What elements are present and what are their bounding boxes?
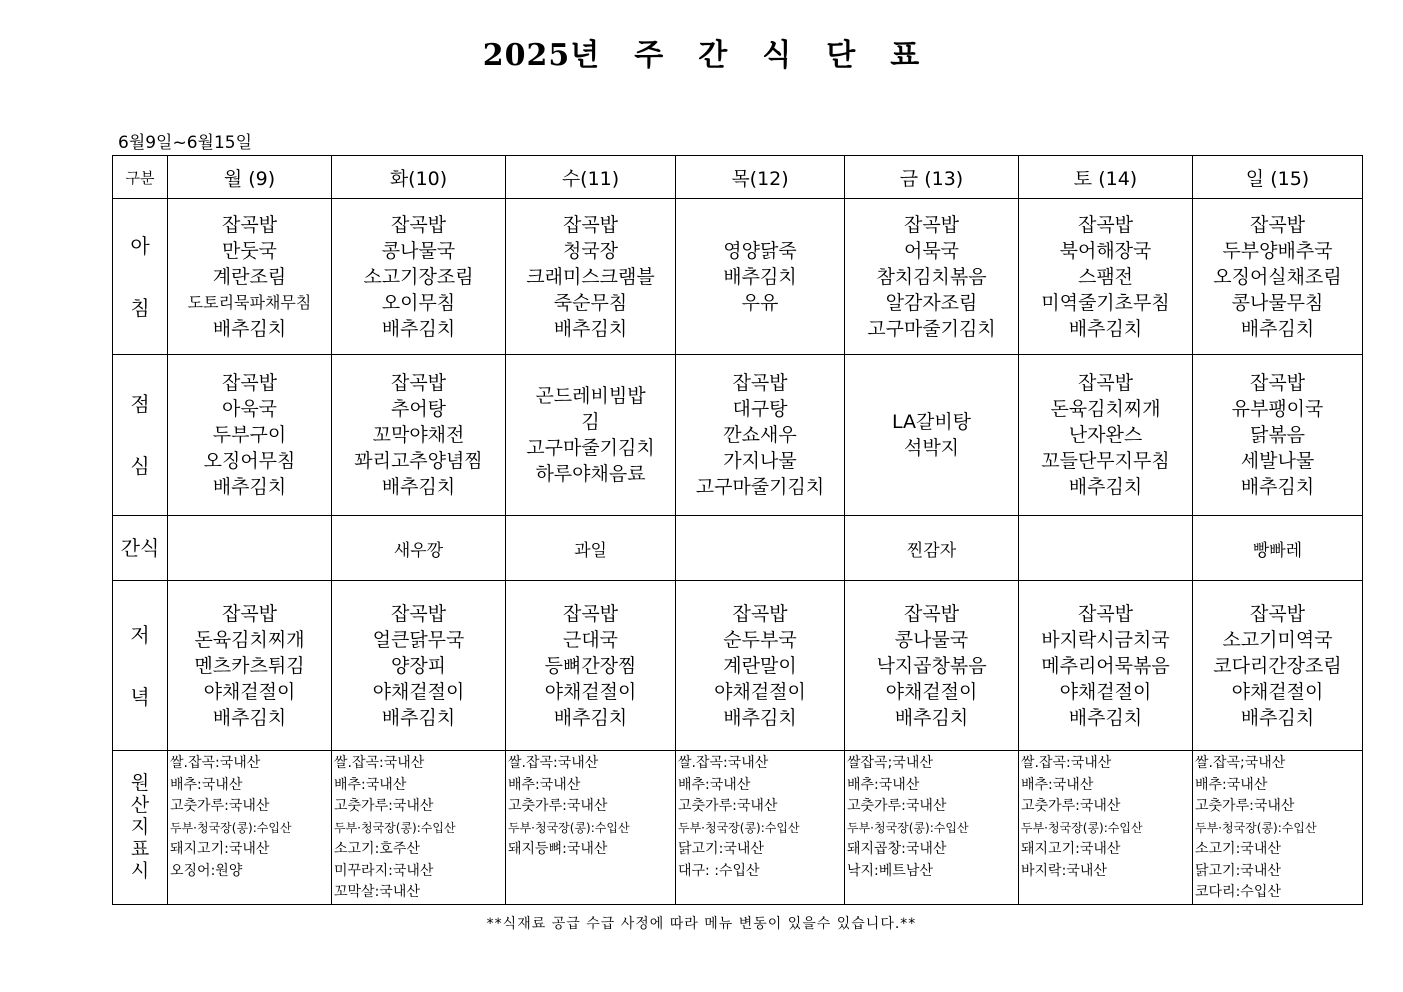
menu-cell: [332, 199, 506, 355]
day-header: 토 (14): [1019, 156, 1193, 199]
origin-item: 두부·청국장(콩):수입산: [508, 820, 630, 835]
menu-cell: [1019, 199, 1193, 355]
menu-item: 순두부국: [723, 628, 797, 651]
origin-item: 고춧가루:국내산: [678, 798, 778, 814]
origin-item: 오징어:원양: [170, 862, 243, 879]
menu-cell: [676, 581, 845, 751]
origin-item: 고춧가루:국내산: [1195, 798, 1295, 814]
weekly-menu-table: [112, 155, 1363, 905]
menu-item: 미역줄기초무침: [1041, 291, 1170, 314]
menu-item: 얼큰닭무국: [372, 628, 465, 651]
row-label-char: 녁: [130, 684, 150, 709]
origin-cell: [845, 751, 1019, 905]
snack-cell: 찐감자: [845, 516, 1019, 581]
menu-item: 배추김치: [1068, 706, 1143, 729]
origin-cell: [676, 751, 845, 905]
snack-cell: [676, 516, 845, 581]
menu-item: 하루야채음료: [535, 463, 646, 485]
title-char: 주: [634, 38, 665, 73]
menu-item: 석박지: [903, 437, 960, 459]
menu-item: 배추김치: [381, 706, 456, 729]
menu-item: 참치김치볶음: [876, 265, 987, 288]
row-label-char: 지: [130, 816, 150, 839]
origin-item: 배추:국내산: [334, 776, 407, 793]
title-char: 표: [890, 38, 921, 73]
title-char: 단: [826, 38, 857, 73]
origin-item: 대구: :수입산: [678, 862, 760, 879]
menu-item: 가지나물: [723, 450, 797, 472]
menu-item: 배추김치: [212, 706, 287, 729]
breakfast-row: [113, 199, 1363, 355]
menu-cell: [332, 355, 506, 516]
origin-item: 배추:국내산: [678, 776, 751, 793]
origin-item: 쌀.잡곡:국내산: [170, 755, 261, 771]
origin-item: 배추:국내산: [1021, 776, 1094, 793]
menu-cell: [1193, 199, 1363, 355]
menu-cell: [845, 199, 1019, 355]
origin-item: 고춧가루:국내산: [508, 798, 608, 814]
menu-item: 두부양배추국: [1222, 239, 1333, 262]
origin-cell: [168, 751, 332, 905]
origin-item: 닭고기:국내산: [678, 841, 764, 857]
menu-item: 배추김치: [723, 265, 797, 288]
menu-item: 잡곡밥: [221, 372, 278, 394]
menu-item: 잡곡밥: [1077, 602, 1134, 625]
menu-item: 난자완스: [1068, 424, 1143, 446]
menu-item: 꽈리고추양념찜: [354, 450, 483, 472]
menu-item: 청국장: [562, 239, 619, 262]
menu-item: 잡곡밥: [1249, 602, 1306, 625]
origin-cell: [1193, 751, 1363, 905]
menu-item: 배추김치: [1240, 476, 1315, 498]
menu-item: 아욱국: [221, 398, 278, 420]
menu-item: 배추김치: [1068, 476, 1143, 498]
menu-item: 만둣국: [221, 239, 278, 262]
menu-item: 배추김치: [1068, 317, 1143, 340]
day-header: 일 (15): [1193, 156, 1363, 199]
origin-item: 고춧가루:국내산: [170, 798, 270, 814]
menu-item: 잡곡밥: [732, 602, 788, 625]
origin-item: 코다리:수입산: [1195, 884, 1281, 900]
menu-item: 우유: [741, 291, 779, 314]
menu-item: 어묵국: [903, 239, 960, 262]
dinner-label: [113, 581, 168, 751]
menu-item: 대구탕: [732, 398, 788, 420]
menu-item: 야채겉절이: [203, 680, 296, 703]
origin-item: 쌀잡곡;국내산: [847, 755, 933, 771]
row-label-char: 침: [130, 295, 150, 320]
menu-cell: [168, 581, 332, 751]
menu-item: 잡곡밥: [221, 602, 278, 625]
day-header: 월 (9): [168, 156, 332, 199]
snack-row: [113, 516, 1363, 581]
origin-item: 돼지등뼈:국내산: [508, 841, 608, 857]
snack-cell: [1019, 516, 1193, 581]
row-label-char: 시: [130, 860, 150, 883]
menu-item: 코다리간장조림: [1213, 654, 1342, 677]
menu-cell: [168, 199, 332, 355]
menu-item: 잡곡밥: [1077, 372, 1134, 394]
origin-item: 고춧가루:국내산: [334, 798, 434, 814]
menu-item: 배추김치: [381, 476, 456, 498]
title-char: 식: [762, 38, 793, 73]
row-label-char: 심: [130, 454, 150, 478]
menu-cell: [1019, 355, 1193, 516]
menu-item: 추어탕: [390, 398, 447, 420]
origin-item: 돼지고기:국내산: [170, 841, 270, 857]
menu-item: 꼬들단무지무침: [1041, 450, 1170, 472]
origin-item: 낙지:베트남산: [847, 862, 933, 879]
menu-cell: [845, 581, 1019, 751]
menu-item: 고구마줄기김치: [526, 437, 655, 459]
menu-item: 잡곡밥: [903, 213, 960, 236]
lunch-row: [113, 355, 1363, 516]
menu-item: 영양닭죽: [723, 239, 797, 262]
menu-item: 콩나물국: [894, 628, 969, 651]
menu-item: 곤드레비빔밥: [535, 385, 646, 407]
menu-item: 배추김치: [1240, 317, 1315, 340]
menu-cell: [506, 355, 676, 516]
day-header: 수(11): [506, 156, 676, 199]
date-range: 6월9일~6월15일: [118, 133, 253, 153]
menu-item: 알감자조림: [885, 291, 978, 314]
menu-cell: [506, 581, 676, 751]
menu-item: 멘츠카츠튀김: [194, 654, 305, 677]
menu-item: 잡곡밥: [390, 372, 447, 394]
page-title: [0, 30, 1403, 74]
origin-item: 두부·청국장(콩):수입산: [847, 820, 969, 835]
snack-cell: [168, 516, 332, 581]
menu-item: 잡곡밥: [1249, 372, 1306, 394]
menu-item: 김: [581, 411, 600, 433]
menu-item: 세발나물: [1240, 450, 1315, 472]
menu-item: 배추김치: [553, 706, 628, 729]
origin-item: 두부·청국장(콩):수입산: [1195, 820, 1317, 835]
menu-item: 잡곡밥: [562, 602, 619, 625]
title-year: 2025년: [482, 38, 601, 73]
menu-item: 잡곡밥: [1077, 213, 1134, 236]
menu-item: 근대국: [562, 628, 619, 651]
origin-item: 두부·청국장(콩):수입산: [1021, 820, 1143, 835]
menu-item: 야채겉절이: [714, 680, 806, 703]
origin-cell: [332, 751, 506, 905]
menu-item: 야채겉절이: [544, 680, 637, 703]
menu-item: 양장피: [390, 654, 447, 677]
snack-label: 간식: [113, 516, 168, 581]
origin-cell: [506, 751, 676, 905]
menu-cell: [1019, 581, 1193, 751]
header-corner: 구분: [113, 156, 168, 199]
origin-item: 소고기:국내산: [1195, 841, 1281, 857]
menu-item: 잡곡밥: [562, 213, 619, 236]
menu-item: 스팸전: [1077, 265, 1134, 288]
menu-item: 배추김치: [553, 317, 628, 340]
menu-item: 잡곡밥: [221, 213, 278, 236]
title-char: 간: [698, 38, 729, 73]
menu-item: 야채겉절이: [885, 680, 978, 703]
breakfast-label: [113, 199, 168, 355]
day-header: 화(10): [332, 156, 506, 199]
day-header: 목(12): [676, 156, 845, 199]
menu-cell: [676, 199, 845, 355]
row-label-char: 아: [130, 233, 150, 258]
menu-item: 야채겉절이: [372, 680, 465, 703]
origin-item: 배추:국내산: [508, 776, 581, 793]
menu-item: 소고기장조림: [363, 265, 474, 288]
menu-cell: [506, 199, 676, 355]
origin-item: 바지락:국내산: [1021, 862, 1107, 879]
menu-item: 잡곡밥: [903, 602, 960, 625]
menu-item: 돈육김치찌개: [194, 628, 305, 651]
menu-item: 잡곡밥: [1249, 213, 1306, 236]
menu-item: 배추김치: [894, 706, 969, 729]
header-row: [113, 156, 1363, 199]
menu-cell: [845, 355, 1019, 516]
snack-cell: 빵빠레: [1193, 516, 1363, 581]
menu-item: 배추김치: [723, 706, 797, 729]
menu-item: 오이무침: [381, 291, 456, 314]
menu-cell: [332, 581, 506, 751]
origin-item: 꼬막살:국내산: [334, 884, 420, 900]
menu-item: 배추김치: [212, 317, 287, 340]
origin-item: 두부·청국장(콩):수입산: [170, 820, 292, 835]
menu-item: 등뼈간장찜: [544, 654, 637, 677]
menu-item: 잡곡밥: [390, 213, 447, 236]
origin-item: 돼지곱창:국내산: [847, 841, 947, 857]
menu-item: 죽순무침: [553, 291, 628, 314]
menu-item: 두부구이: [212, 424, 287, 446]
menu-item: 콩나물무침: [1231, 291, 1324, 314]
menu-item: 배추김치: [212, 476, 287, 498]
origin-item: 쌀.잡곡;국내산: [1195, 755, 1286, 771]
origin-item: 배추:국내산: [1195, 776, 1268, 793]
day-header: 금 (13): [845, 156, 1019, 199]
origin-item: 쌀.잡곡:국내산: [1021, 755, 1112, 771]
menu-item: 북어해장국: [1059, 239, 1152, 262]
menu-item: 유부팽이국: [1231, 398, 1324, 420]
menu-item: 돈육김치찌개: [1050, 398, 1161, 420]
origin-label: [113, 751, 168, 905]
row-label-char: 원: [130, 772, 150, 795]
menu-cell: [1193, 581, 1363, 751]
menu-item: 야채겉절이: [1059, 680, 1152, 703]
origin-item: 소고기:호주산: [334, 841, 420, 857]
menu-cell: [1193, 355, 1363, 516]
menu-item: 오징어실채조림: [1213, 265, 1342, 288]
menu-item: 배추김치: [1240, 706, 1315, 729]
origin-item: 두부·청국장(콩):수입산: [334, 820, 456, 835]
menu-cell: [676, 355, 845, 516]
origin-item: 쌀.잡곡:국내산: [334, 755, 425, 771]
menu-item: 메추리어묵볶음: [1041, 654, 1170, 677]
origin-row: [113, 751, 1363, 905]
dinner-row: [113, 581, 1363, 751]
menu-item: 소고기미역국: [1222, 628, 1333, 651]
menu-item: 닭볶음: [1249, 424, 1306, 446]
menu-item: 크래미스크램블: [526, 265, 655, 288]
origin-item: 돼지고기:국내산: [1021, 841, 1121, 857]
menu-cell: [168, 355, 332, 516]
row-label-char: 표: [130, 838, 150, 861]
snack-cell: 새우깡: [332, 516, 506, 581]
menu-item: 잡곡밥: [390, 602, 447, 625]
menu-item: 계란조림: [212, 265, 287, 288]
footer-note: **식재료 공급 수급 사정에 따라 메뉴 변동이 있을수 있습니다.**: [486, 916, 917, 932]
menu-item: 깐쇼새우: [723, 424, 797, 446]
menu-item: 야채겉절이: [1231, 680, 1324, 703]
menu-item: 콩나물국: [381, 239, 456, 262]
menu-item: 도토리묵파채무침: [187, 292, 312, 312]
menu-item: 잡곡밥: [732, 372, 788, 394]
origin-cell: [1019, 751, 1193, 905]
menu-item: LA갈비탕: [891, 411, 972, 433]
row-label-char: 산: [130, 794, 150, 817]
origin-item: 닭고기:국내산: [1195, 862, 1281, 879]
menu-item: 고구마줄기김치: [867, 317, 996, 340]
snack-cell: 과일: [506, 516, 676, 581]
menu-item: 오징어무침: [203, 450, 296, 472]
row-label-char: 저: [130, 622, 150, 647]
menu-item: 바지락시금치국: [1041, 628, 1170, 651]
menu-item: 낙지곱창볶음: [876, 654, 987, 677]
origin-item: 미꾸라지:국내산: [334, 862, 434, 879]
origin-item: 두부·청국장(콩):수입산: [678, 820, 800, 835]
origin-item: 배추:국내산: [170, 776, 243, 793]
origin-item: 고춧가루:국내산: [1021, 798, 1121, 814]
origin-item: 배추:국내산: [847, 776, 920, 793]
menu-item: 고구마줄기김치: [695, 476, 825, 498]
menu-item: 계란말이: [723, 654, 797, 677]
menu-item: 배추김치: [381, 317, 456, 340]
origin-item: 쌀.잡곡:국내산: [678, 755, 769, 771]
menu-item: 꼬막야채전: [372, 424, 465, 446]
lunch-label: [113, 355, 168, 516]
origin-item: 쌀.잡곡:국내산: [508, 755, 599, 771]
row-label-char: 점: [130, 392, 150, 416]
origin-item: 고춧가루:국내산: [847, 798, 947, 814]
